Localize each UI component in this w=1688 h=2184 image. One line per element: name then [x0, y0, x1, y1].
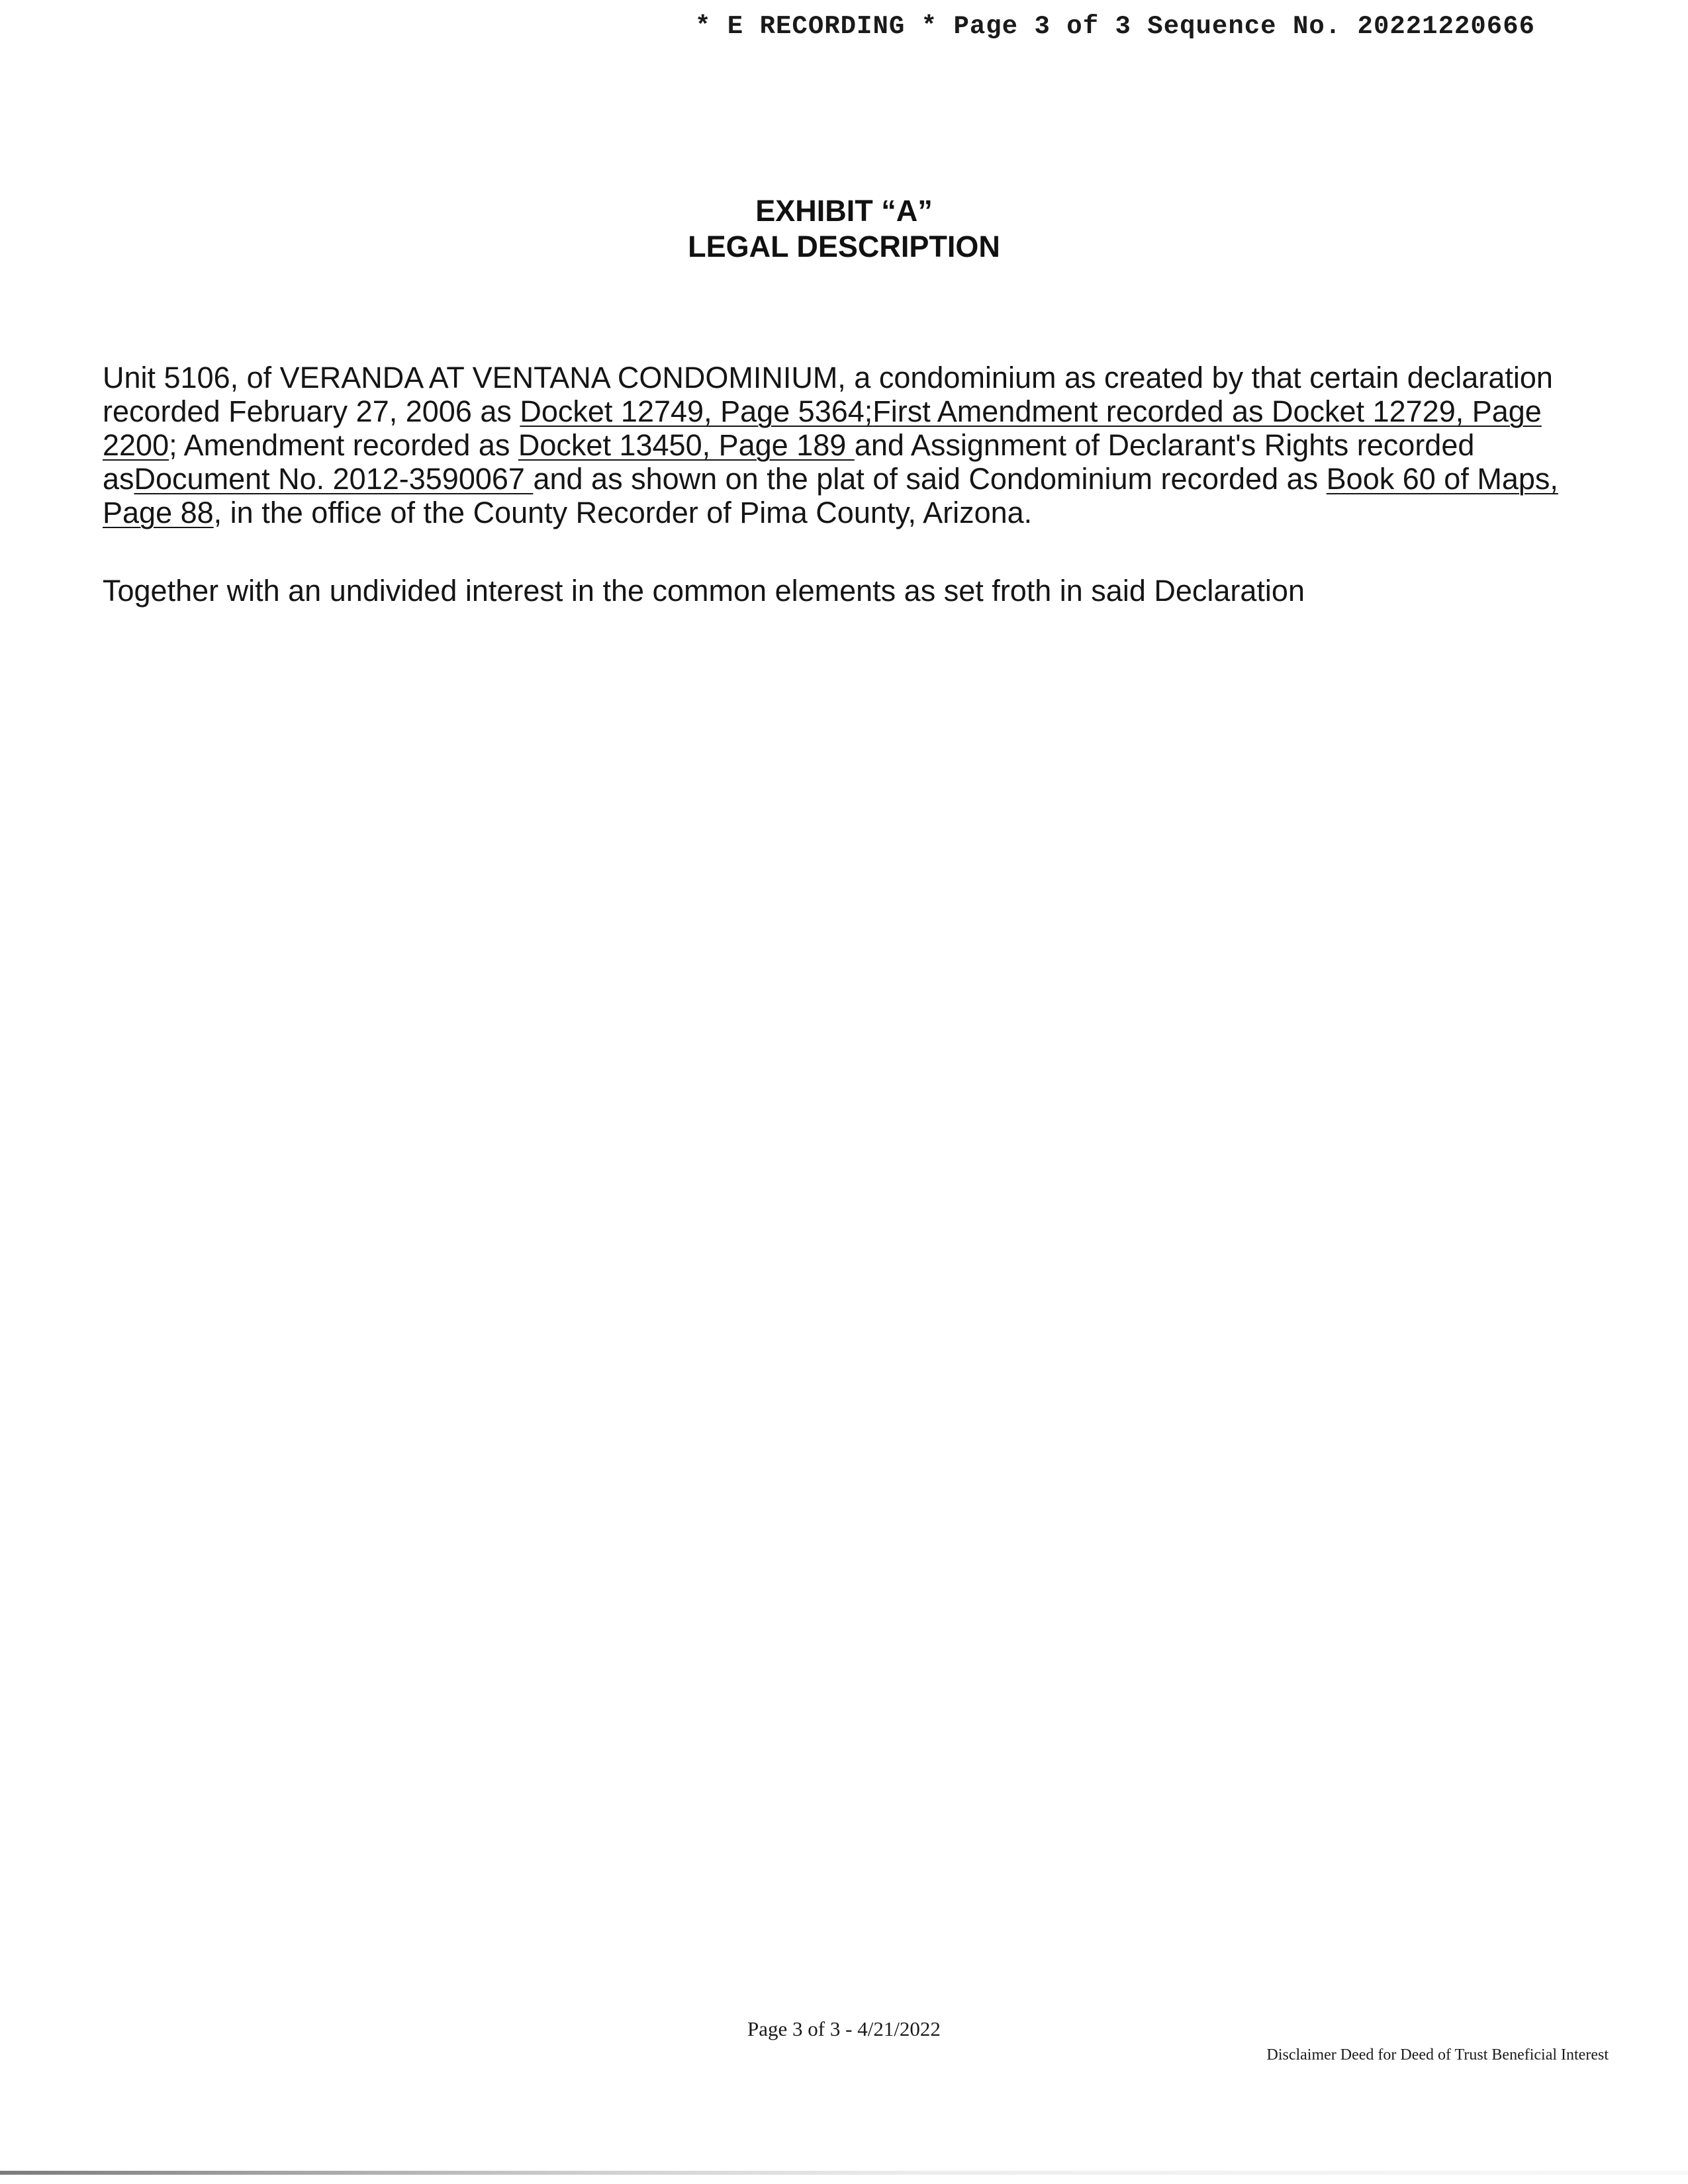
footer-page-info: Page 3 of 3 - 4/21/2022	[747, 2017, 941, 2040]
together-with-paragraph: Together with an undivided interest in the common elements as set froth in said Declaration	[103, 574, 1305, 608]
docket-reference-2: Docket 13450, Page 189	[518, 428, 855, 462]
recording-header: * E RECORDING * Page 3 of 3 Sequence No. 20221220666	[695, 12, 1535, 41]
legal-text-4: and as shown on the plat of said Condominium recorded as	[533, 462, 1327, 496]
document-number-reference: Document No. 2012-3590067	[134, 462, 534, 496]
legal-description-paragraph	[103, 361, 1605, 529]
legal-text-1: Unit 5106, of VERANDA AT VENTANA CONDOMINIUM, a condominium as created by that certain declaration recorded February 27, 2006 as	[103, 361, 1553, 428]
scan-bottom-edge	[0, 2171, 1688, 2175]
footer-disclaimer: Disclaimer Deed for Deed of Trust Beneficial Interest	[1266, 2046, 1609, 2064]
legal-text-2: ; Amendment recorded as	[169, 428, 518, 462]
exhibit-title: EXHIBIT “A”	[755, 194, 933, 228]
legal-text-3: and Assignment of Declarant's Rights recorded as	[103, 428, 1475, 496]
docket-reference-1: Docket 12749, Page 5364;	[520, 394, 873, 428]
first-amendment-reference: First Amendment recorded as Docket 12729, Page 2200	[103, 394, 1542, 462]
exhibit-subtitle: LEGAL DESCRIPTION	[688, 230, 1000, 263]
legal-text-5: , in the office of the County Recorder of Pima County, Arizona.	[213, 496, 1033, 529]
exhibit-title-block	[0, 193, 1688, 265]
plat-book-reference: Book 60 of Maps, Page 88	[103, 462, 1558, 529]
